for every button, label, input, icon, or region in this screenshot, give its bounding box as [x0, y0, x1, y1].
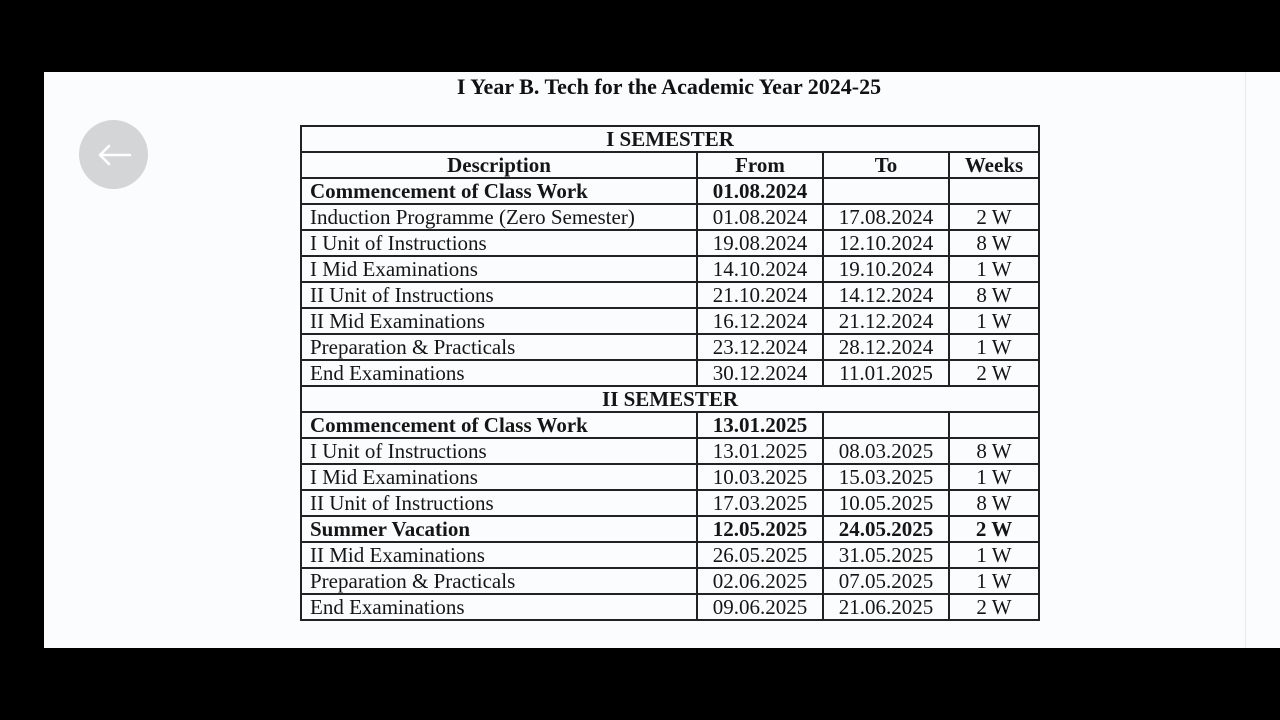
row-description: Summer Vacation — [301, 516, 697, 542]
semester-header-row — [301, 386, 1039, 412]
column-header: Weeks — [949, 152, 1039, 178]
row-from-date: 23.12.2024 — [697, 334, 823, 360]
row-from-date: 01.08.2024 — [697, 178, 823, 204]
row-description: II Mid Examinations — [301, 542, 697, 568]
row-to-date: 21.06.2025 — [823, 594, 949, 620]
row-to-date: 08.03.2025 — [823, 438, 949, 464]
table-row — [301, 282, 1039, 308]
document-title: I Year B. Tech for the Academic Year 2024-25 — [456, 74, 882, 99]
table-row — [301, 334, 1039, 360]
table-row — [301, 230, 1039, 256]
row-description: I Mid Examinations — [301, 256, 697, 282]
row-weeks: 2 W — [949, 204, 1039, 230]
row-weeks: 8 W — [949, 282, 1039, 308]
row-from-date: 16.12.2024 — [697, 308, 823, 334]
row-to-date: 12.10.2024 — [823, 230, 949, 256]
row-weeks: 1 W — [949, 542, 1039, 568]
row-weeks — [949, 178, 1039, 204]
row-from-date: 26.05.2025 — [697, 542, 823, 568]
row-to-date: 14.12.2024 — [823, 282, 949, 308]
row-from-date: 09.06.2025 — [697, 594, 823, 620]
row-to-date: 15.03.2025 — [823, 464, 949, 490]
column-header: To — [823, 152, 949, 178]
table-row — [301, 464, 1039, 490]
column-header: Description — [301, 152, 697, 178]
semester-title: I SEMESTER — [301, 126, 1039, 152]
row-from-date: 30.12.2024 — [697, 360, 823, 386]
back-button[interactable] — [79, 120, 148, 189]
column-header-row — [301, 152, 1039, 178]
table-row — [301, 568, 1039, 594]
row-to-date: 21.12.2024 — [823, 308, 949, 334]
arrow-left-icon — [96, 143, 132, 167]
row-description: II Unit of Instructions — [301, 282, 697, 308]
row-to-date: 07.05.2025 — [823, 568, 949, 594]
table-row — [301, 412, 1039, 438]
row-description: Preparation & Practicals — [301, 568, 697, 594]
table-row — [301, 542, 1039, 568]
semester-title: II SEMESTER — [301, 386, 1039, 412]
row-from-date: 19.08.2024 — [697, 230, 823, 256]
table-row — [301, 178, 1039, 204]
row-to-date — [823, 178, 949, 204]
column-header: From — [697, 152, 823, 178]
table-row — [301, 516, 1039, 542]
row-to-date: 11.01.2025 — [823, 360, 949, 386]
table-row — [301, 490, 1039, 516]
row-weeks: 1 W — [949, 464, 1039, 490]
semester-header-row — [301, 126, 1039, 152]
row-to-date: 31.05.2025 — [823, 542, 949, 568]
row-weeks: 2 W — [949, 360, 1039, 386]
table-row — [301, 594, 1039, 620]
document-page — [44, 72, 1280, 648]
row-to-date: 28.12.2024 — [823, 334, 949, 360]
row-description: Commencement of Class Work — [301, 178, 697, 204]
row-description: I Mid Examinations — [301, 464, 697, 490]
row-weeks: 1 W — [949, 568, 1039, 594]
row-weeks: 8 W — [949, 438, 1039, 464]
table-row — [301, 360, 1039, 386]
row-description: II Unit of Instructions — [301, 490, 697, 516]
row-weeks: 8 W — [949, 490, 1039, 516]
row-from-date: 12.05.2025 — [697, 516, 823, 542]
row-description: Commencement of Class Work — [301, 412, 697, 438]
row-from-date: 13.01.2025 — [697, 412, 823, 438]
row-description: II Mid Examinations — [301, 308, 697, 334]
row-weeks: 2 W — [949, 594, 1039, 620]
row-weeks: 1 W — [949, 308, 1039, 334]
row-from-date: 14.10.2024 — [697, 256, 823, 282]
row-from-date: 01.08.2024 — [697, 204, 823, 230]
row-weeks — [949, 412, 1039, 438]
row-to-date: 19.10.2024 — [823, 256, 949, 282]
page-edge — [1245, 72, 1246, 648]
row-from-date: 21.10.2024 — [697, 282, 823, 308]
row-weeks: 8 W — [949, 230, 1039, 256]
row-description: I Unit of Instructions — [301, 438, 697, 464]
row-description: Preparation & Practicals — [301, 334, 697, 360]
row-description: Induction Programme (Zero Semester) — [301, 204, 697, 230]
row-weeks: 1 W — [949, 334, 1039, 360]
table-row — [301, 438, 1039, 464]
row-description: End Examinations — [301, 594, 697, 620]
table-row — [301, 256, 1039, 282]
academic-calendar-table — [300, 125, 1040, 621]
table-row — [301, 308, 1039, 334]
row-weeks: 1 W — [949, 256, 1039, 282]
row-from-date: 02.06.2025 — [697, 568, 823, 594]
row-from-date: 17.03.2025 — [697, 490, 823, 516]
row-to-date: 10.05.2025 — [823, 490, 949, 516]
row-to-date: 24.05.2025 — [823, 516, 949, 542]
row-weeks: 2 W — [949, 516, 1039, 542]
row-to-date: 17.08.2024 — [823, 204, 949, 230]
row-from-date: 10.03.2025 — [697, 464, 823, 490]
table-row — [301, 204, 1039, 230]
row-from-date: 13.01.2025 — [697, 438, 823, 464]
row-to-date — [823, 412, 949, 438]
row-description: I Unit of Instructions — [301, 230, 697, 256]
row-description: End Examinations — [301, 360, 697, 386]
